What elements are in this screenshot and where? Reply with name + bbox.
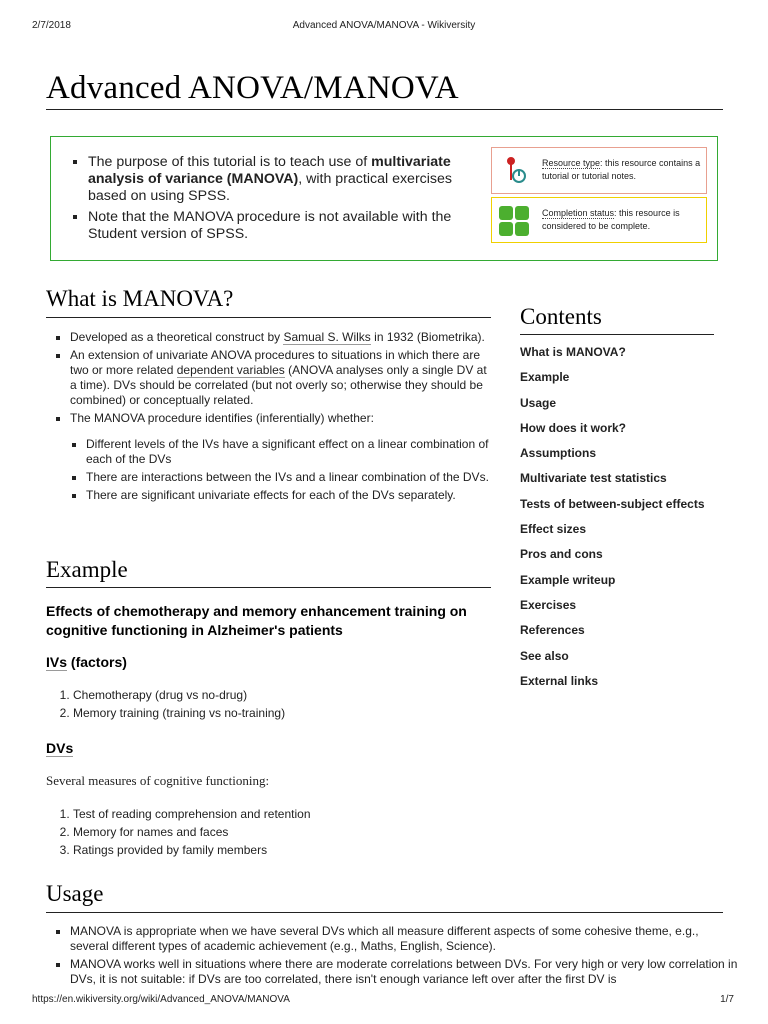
list-item: ▪ MANOVA is appropriate when we have several DVs which all measure different aspects of some cohesive theme, e.g., several different types of academic achievement (e.g., Maths, English, Science).	[70, 924, 738, 954]
toc-item[interactable]: What is MANOVA?	[520, 345, 626, 359]
resource-type-text: Resource type: this resource contains a tutorial or tutorial notes.	[542, 158, 701, 181]
section-divider	[46, 587, 491, 588]
tutorial-icon	[497, 154, 531, 188]
what-is-content	[52, 330, 492, 506]
toc-item[interactable]: References	[520, 623, 585, 638]
section-divider	[46, 912, 723, 913]
toc-item[interactable]: See also	[520, 648, 569, 663]
sublist-item: ▪ There are significant univariate effects for each of the DVs separately.	[86, 488, 492, 503]
dvs-intro: Several measures of cognitive functioning:	[46, 773, 270, 788]
print-title: Advanced ANOVA/MANOVA - Wikiversity	[292, 20, 476, 31]
ivs-list	[55, 688, 503, 724]
intro-list	[70, 154, 493, 247]
sublist-item: ▪ There are interactions between the IVs and a linear combination of the DVs.	[86, 470, 492, 485]
print-date: 2/7/2018	[32, 20, 71, 31]
toc-item[interactable]: Pros and cons	[520, 547, 603, 562]
list-item: ▪ MANOVA works well in situations where there are moderate correlations between DVs. For very high or very low correlation in DVs, it is not suitable: if DVs are too correlated, there isn't enough variance left over after the first DV is	[70, 957, 738, 987]
list-item: 2. Memory for names and faces	[73, 825, 503, 840]
intro-item: ▪ The purpose of this tutorial is to teach use of multivariate analysis of variance (MANOVA), with practical exercises based on using SPSS.	[88, 154, 493, 205]
toc-item[interactable]: How does it work?	[520, 420, 627, 435]
toc-item[interactable]: Exercises	[520, 597, 577, 612]
what-is-list	[52, 330, 492, 503]
section-divider	[46, 317, 491, 318]
section-heading-what-is: What is MANOVA?	[46, 286, 234, 311]
toc-divider	[520, 334, 714, 335]
list-item: 3. Ratings provided by family members	[73, 843, 503, 858]
dvs-heading	[46, 740, 73, 756]
page-title: Advanced ANOVA/MANOVA	[46, 70, 459, 106]
toc-list	[520, 345, 720, 699]
title-divider	[46, 109, 723, 110]
toc-item[interactable]: Effect sizes	[520, 522, 587, 537]
completion-status-link[interactable]: Completion status	[542, 208, 615, 218]
section-heading-usage: Usage	[46, 881, 104, 906]
intro-item: ▪ Note that the MANOVA procedure is not available with the Student version of SPSS.	[88, 209, 493, 243]
toc-item[interactable]: Example	[520, 370, 570, 385]
completion-grid-icon	[497, 204, 531, 238]
ivs-heading: IVs (factors)	[46, 654, 127, 670]
resource-type-link[interactable]: Resource type	[542, 158, 601, 168]
dependent-variables-link[interactable]: dependent variables	[176, 363, 285, 377]
footer-page-number: 1/7	[720, 994, 734, 1005]
list-item: ▪ An extension of univariate ANOVA procedures to situations in which there are two or more related dependent variables (ANOVA analyses only a single DV at a time). DVs should be correlated (but not overly so; otherwise they should be combined) or conceptually related.	[70, 348, 492, 408]
toc-title: Contents	[520, 304, 602, 329]
toc-item[interactable]: Usage	[520, 395, 557, 410]
usage-list	[52, 924, 738, 988]
completion-status-text: Completion status: this resource is considered to be complete.	[542, 208, 680, 231]
toc-item[interactable]: External links	[520, 673, 599, 688]
sublist-item: ▪ Different levels of the IVs have a significant effect on a linear combination of each of the DVs	[86, 437, 492, 467]
example-subheading: Effects of chemotherapy and memory enhancement training on cognitive functioning in Alzheimer's patients	[46, 603, 467, 638]
ivs-link[interactable]: IVs	[46, 654, 68, 670]
list-item: ▪ Developed as a theoretical construct by Samual S. Wilks in 1932 (Biometrika).	[70, 330, 492, 345]
footer-url: https://en.wikiversity.org/wiki/Advanced_ANOVA/MANOVA	[32, 994, 290, 1005]
toc-item[interactable]: Assumptions	[520, 446, 597, 461]
completion-status-box	[491, 197, 707, 243]
wilks-link[interactable]: Samual S. Wilks	[283, 330, 371, 344]
list-item: 1. Test of reading comprehension and retention	[73, 807, 503, 822]
dvs-list	[55, 807, 503, 861]
what-is-sublist	[70, 437, 492, 503]
dvs-link[interactable]: DVs	[46, 740, 74, 756]
resource-type-box	[491, 147, 707, 194]
list-item: ▪ The MANOVA procedure identifies (inferentially) whether: ▪ Different levels of the IVs have a significant effect on a linear combination of each of the DVs ▪ There are interactions between the IVs and a linear combination of the DVs. ▪ There are significant univariate effects for each of the DVs separately.	[70, 411, 492, 503]
section-heading-example: Example	[46, 557, 128, 582]
list-item: 2. Memory training (training vs no-training)	[73, 706, 503, 721]
toc-item[interactable]: Example writeup	[520, 572, 616, 587]
toc-item[interactable]: Multivariate test statistics	[520, 471, 667, 486]
list-item: 1. Chemotherapy (drug vs no-drug)	[73, 688, 503, 703]
toc-item[interactable]: Tests of between-subject effects	[520, 496, 705, 511]
